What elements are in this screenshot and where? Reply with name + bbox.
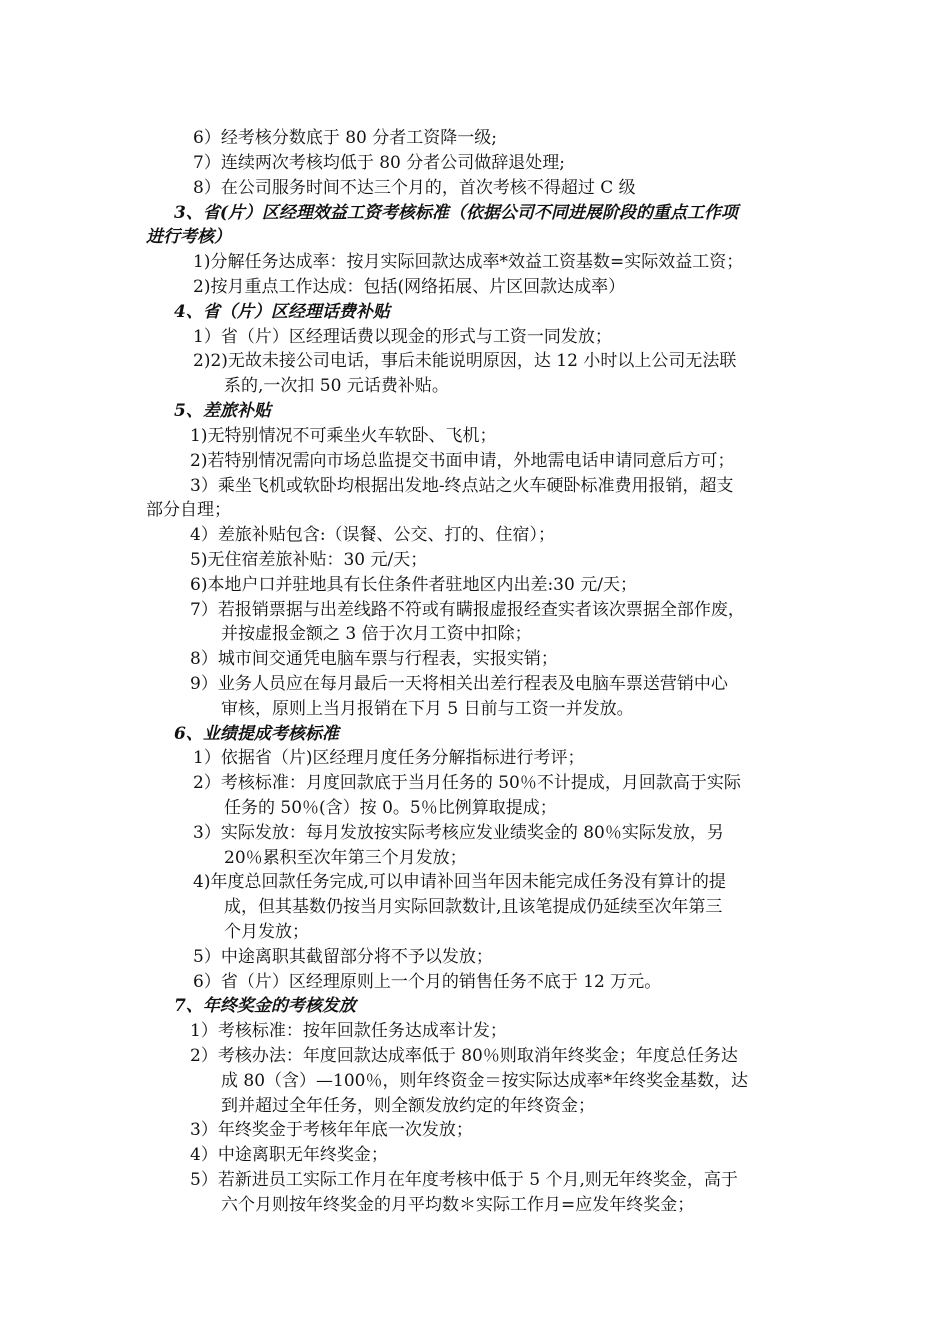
s5-item-6: 6)本地户口并驻地具有长住条件者驻地区内出差:30 元/天； bbox=[190, 575, 637, 595]
s4-item-2-line-2: 系的,一次扣 50 元话费补贴。 bbox=[224, 376, 449, 396]
s2-item-6: 6）经考核分数底于 80 分者工资降一级; bbox=[193, 128, 497, 148]
s7-item-2-line-3: 到并超过全年任务，则全额发放约定的年终资金； bbox=[221, 1096, 595, 1116]
s7-item-5-line-2: 六个月则按年终奖金的月平均数＊实际工作月=应发年终奖金； bbox=[221, 1195, 695, 1215]
s4-item-2-line-1: 2)2)无故未接公司电话，事后未能说明原因，达 12 小时以上公司无法联 bbox=[193, 351, 737, 371]
s3-item-1: 1)分解任务达成率：按月实际回款达成率*效益工资基数=实际效益工资； bbox=[193, 252, 744, 272]
s6-item-4-line-2: 成，但其基数仍按当月实际回款数计,且该笔提成仍延续至次年第三 bbox=[224, 897, 723, 917]
s7-item-4: 4）中途离职无年终奖金； bbox=[190, 1145, 388, 1165]
s4-heading: 4、省（片）区经理话费补贴 bbox=[174, 302, 390, 322]
s5-item-4: 4）差旅补贴包含:（误餐、公交、打的、住宿）； bbox=[190, 525, 556, 545]
s6-item-2-line-2: 任务的 50％(含）按 0。5％比例算取提成； bbox=[224, 798, 557, 818]
s7-heading: 7、年终奖金的考核发放 bbox=[174, 996, 356, 1016]
s7-item-2-line-2: 成 80（含）—100％，则年终资金＝按实际达成率*年终奖金基数，达 bbox=[221, 1071, 748, 1091]
s5-item-2: 2)若特别情况需向市场总监提交书面申请，外地需电话申请同意后方可； bbox=[190, 451, 735, 471]
s6-item-3-line-2: 20％累积至次年第三个月发放； bbox=[224, 848, 467, 868]
s5-item-7-line-1: 7）若报销票据与出差线路不符或有瞒报虚报经查实者该次票据全部作废， bbox=[190, 600, 745, 620]
s3-heading-line-1: 3、省(片）区经理效益工资考核标准（依据公司不同进展阶段的重点工作项 bbox=[174, 203, 738, 223]
s5-item-3-line-1: 3）乘坐飞机或软卧均根据出发地-终点站之火车硬卧标准费用报销，超支 bbox=[190, 476, 734, 496]
s7-item-1: 1）考核标准：按年回款任务达成率计发； bbox=[190, 1021, 507, 1041]
s5-item-1: 1)无特别情况不可乘坐火车软卧、飞机； bbox=[190, 426, 497, 446]
s5-item-8: 8）城市间交通凭电脑车票与行程表，实报实销； bbox=[190, 649, 558, 669]
s6-item-5: 5）中途离职其截留部分将不予以发放； bbox=[193, 947, 493, 967]
s6-item-4-line-3: 个月发放； bbox=[224, 922, 309, 942]
s6-item-4-line-1: 4)年度总回款任务完成,可以申请补回当年因未能完成任务没有算计的提 bbox=[193, 872, 726, 892]
s5-item-9-line-1: 9）业务人员应在每月最后一天将相关出差行程表及电脑车票送营销中心 bbox=[190, 674, 728, 694]
s6-item-3-line-1: 3）实际发放：每月发放按实际考核应发业绩奖金的 80％实际发放，另 bbox=[193, 823, 724, 843]
s2-item-7: 7）连续两次考核均低于 80 分者公司做辞退处理; bbox=[193, 153, 565, 173]
s2-item-8: 8）在公司服务时间不达三个月的，首次考核不得超过 C 级 bbox=[193, 178, 636, 198]
s6-item-6: 6）省（片）区经理原则上一个月的销售任务不底于 12 万元。 bbox=[193, 972, 662, 992]
s5-item-3-line-2: 部分自理； bbox=[146, 500, 231, 520]
s5-item-5: 5)无住宿差旅补贴：30 元/天； bbox=[190, 550, 428, 570]
s7-item-5-line-1: 5）若新进员工实际工作月在年度考核中低于 5 个月,则无年终奖金，高于 bbox=[190, 1170, 738, 1190]
s5-item-7-line-2: 并按虚报金额之 3 倍于次月工资中扣除； bbox=[221, 624, 532, 644]
s5-item-9-line-2: 审核，原则上当月报销在下月 5 日前与工资一并发放。 bbox=[221, 699, 634, 719]
s6-heading: 6、业绩提成考核标准 bbox=[174, 724, 339, 744]
s5-heading: 5、差旅补贴 bbox=[174, 401, 271, 421]
s7-item-2-line-1: 2）考核办法：年度回款达成率低于 80％则取消年终奖金；年度总任务达 bbox=[190, 1046, 738, 1066]
s4-item-1: 1）省（片）区经理话费以现金的形式与工资一同发放； bbox=[193, 327, 612, 347]
s6-item-1: 1）依据省（片)区经理月度任务分解指标进行考评； bbox=[193, 748, 585, 768]
s7-item-3: 3）年终奖金于考核年年底一次发放； bbox=[190, 1120, 473, 1140]
s3-heading-line-2: 进行考核） bbox=[146, 227, 231, 247]
s3-item-2: 2)按月重点工作达成：包括(网络拓展、片区回款达成率） bbox=[193, 277, 626, 297]
s6-item-2-line-1: 2）考核标准：月度回款底于当月任务的 50％不计提成，月回款高于实际 bbox=[193, 773, 741, 793]
